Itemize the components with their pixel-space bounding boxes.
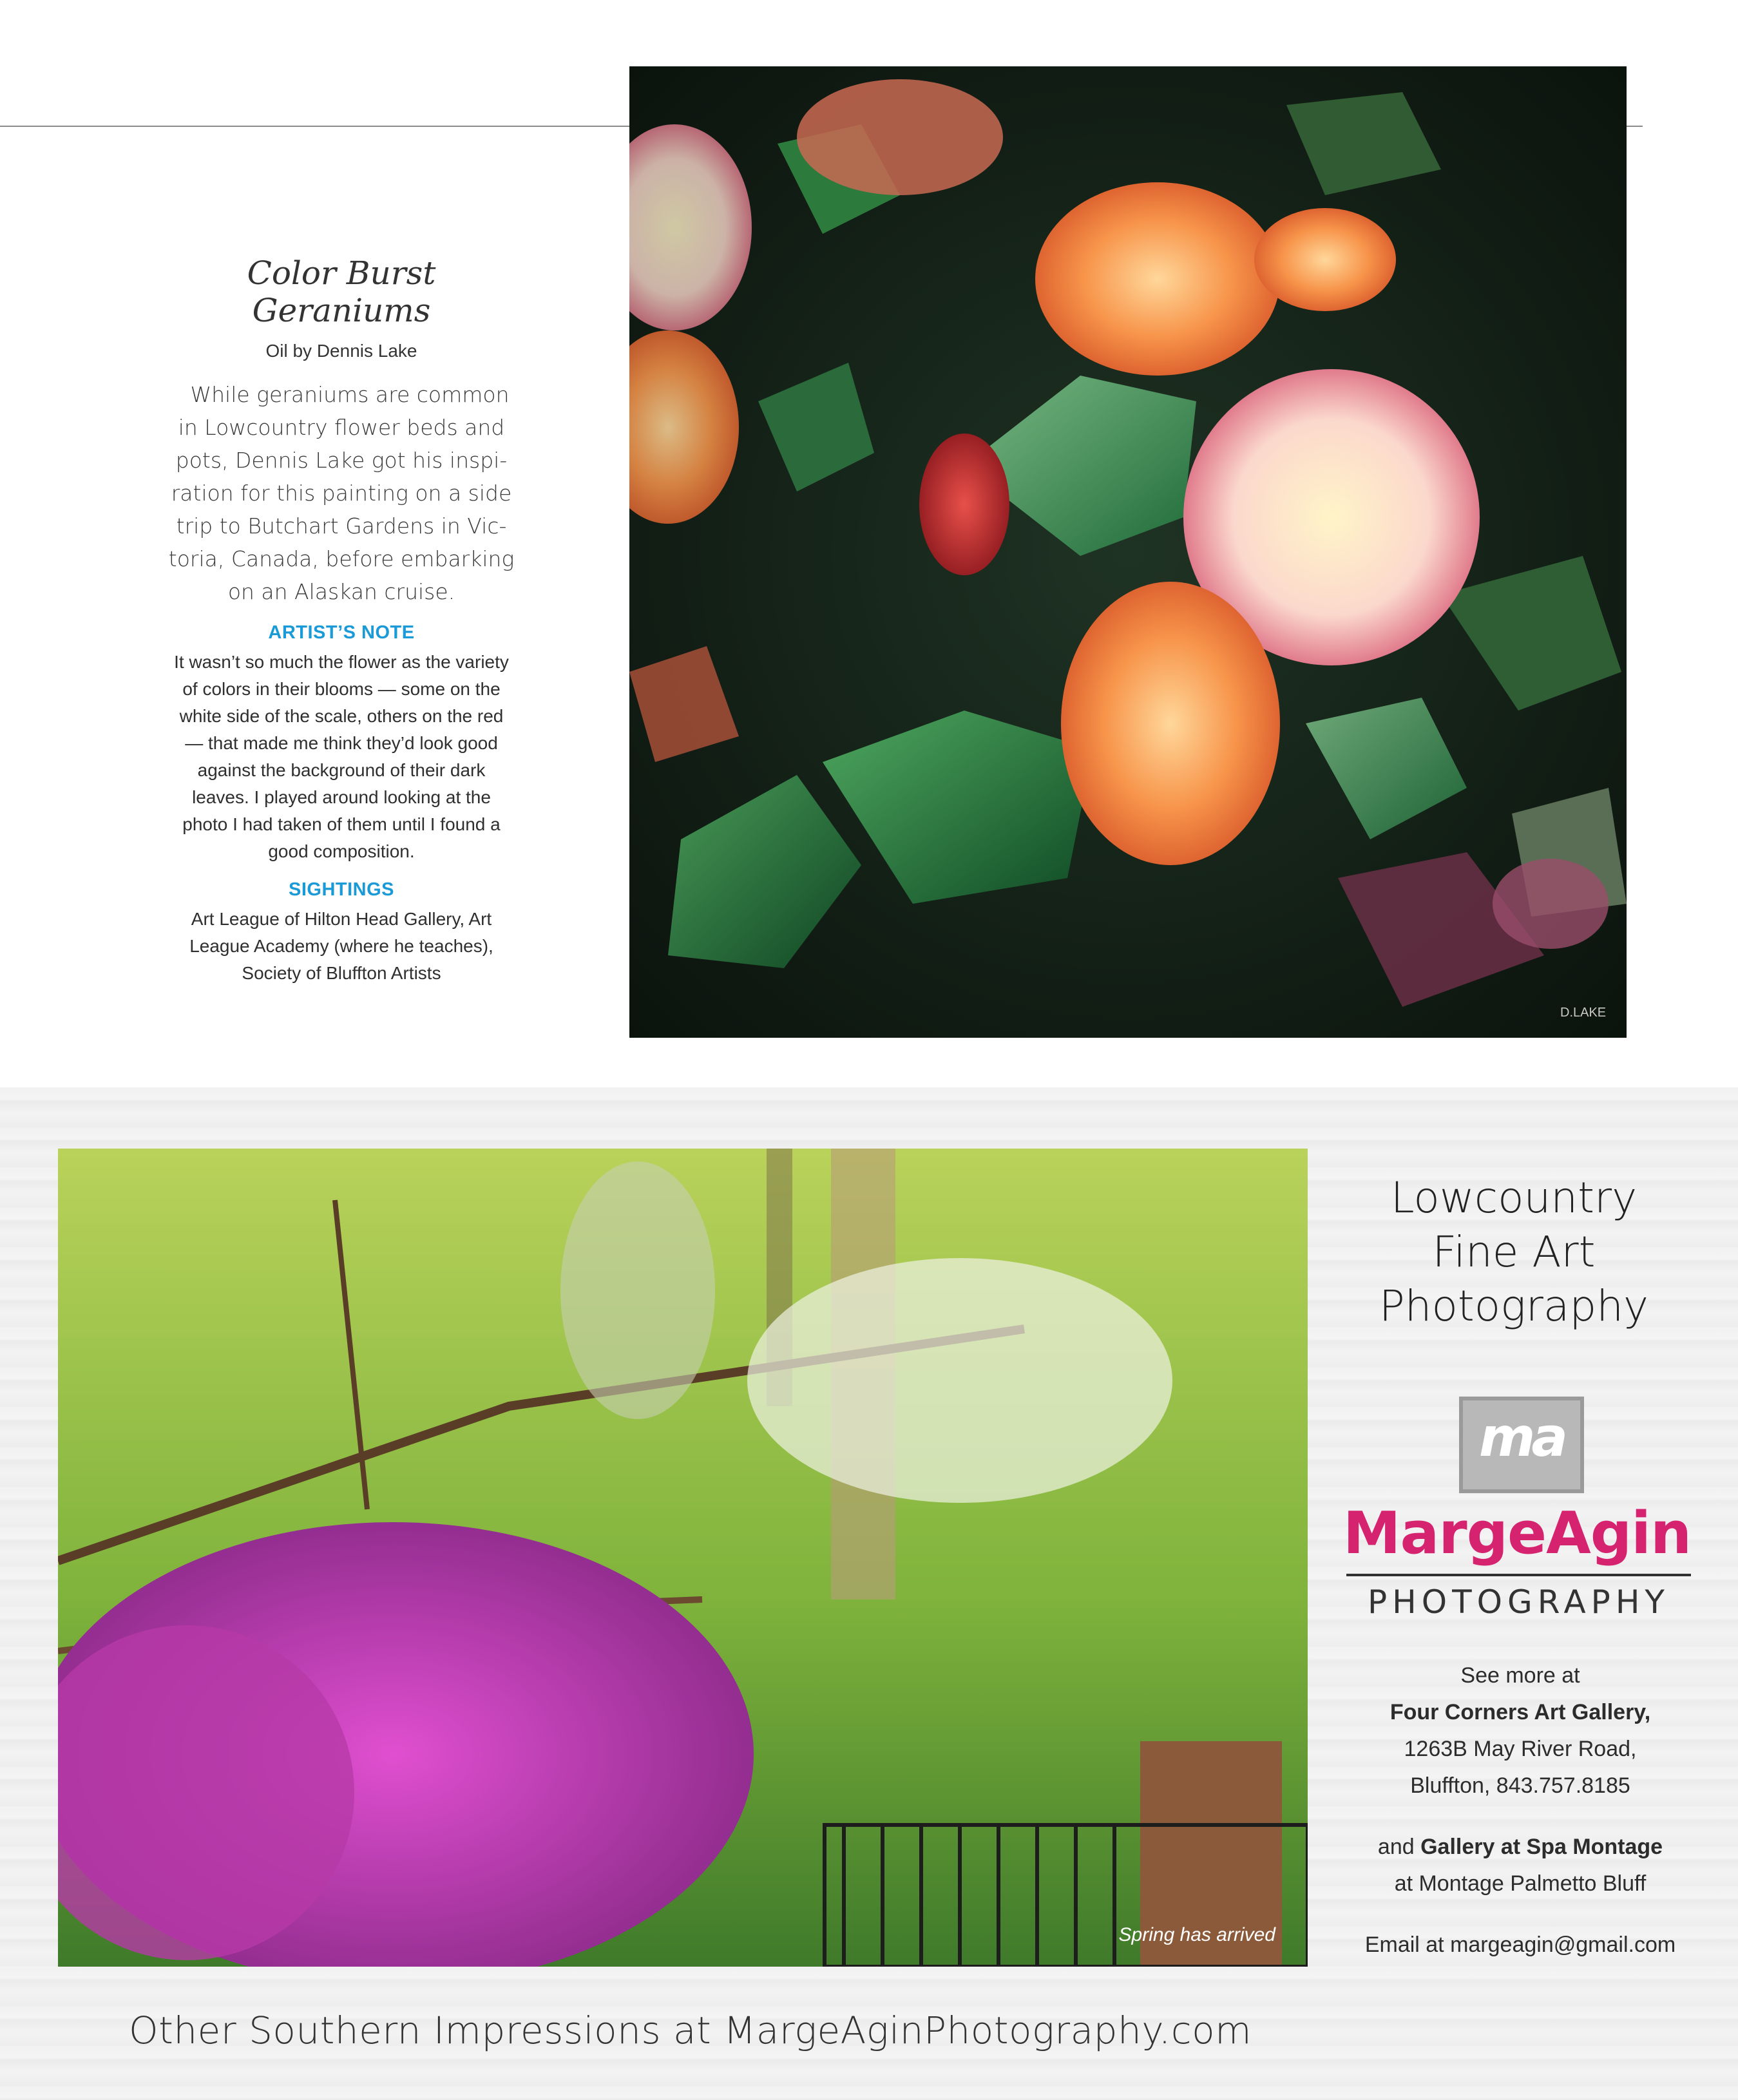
description-line: in Lowcountry flower beds and xyxy=(178,415,505,440)
note-line: It wasn’t so much the flower as the variety xyxy=(174,652,509,672)
gallery-address-1: 1263B May River Road, xyxy=(1404,1737,1637,1761)
description-line: trip to Butchart Gardens in Vic- xyxy=(176,513,507,539)
photo-illustration xyxy=(58,1149,1308,1967)
sightings-line: Art League of Hilton Head Gallery, Art xyxy=(191,909,492,929)
note-line: leaves. I played around looking at the xyxy=(192,787,491,807)
gallery-address-2: Bluffton, 843.757.8185 xyxy=(1410,1773,1630,1798)
contact-info xyxy=(1340,1657,1701,1963)
brand-name: MargeAgin xyxy=(1342,1500,1692,1567)
description-line: toria, Canada, before embarking xyxy=(168,546,515,571)
advertisement xyxy=(0,1087,1738,2100)
brand-divider xyxy=(1346,1574,1691,1576)
ad-heading-line: Lowcountry xyxy=(1390,1173,1638,1223)
note-line: against the background of their dark xyxy=(197,760,486,780)
sightings-text xyxy=(161,906,522,987)
artists-note-heading: ARTIST’S NOTE xyxy=(268,622,415,643)
garden-photo xyxy=(58,1149,1308,1967)
ad-heading-line: Photography xyxy=(1379,1281,1649,1331)
geranium-painting xyxy=(629,66,1627,1038)
article-column xyxy=(161,254,522,987)
note-line: good composition. xyxy=(268,841,415,861)
note-line: photo I had taken of them until I found a xyxy=(182,814,501,834)
note-line: white side of the scale, others on the red xyxy=(179,706,504,726)
note-line: of colors in their blooms — some on the xyxy=(182,679,501,699)
brand-subtitle: PHOTOGRAPHY xyxy=(1368,1583,1670,1621)
artists-note-text xyxy=(161,649,522,865)
ad-heading-line: Fine Art xyxy=(1432,1227,1596,1277)
painting-signature: D.LAKE xyxy=(1560,1006,1607,1020)
brand-logo xyxy=(1459,1397,1584,1493)
see-more-text: See more at xyxy=(1460,1663,1580,1688)
website-line[interactable]: Other Southern Impressions at MargeAginPhotography.com xyxy=(129,2009,1252,2052)
gallery-location-2: at Montage Palmetto Bluff xyxy=(1394,1871,1647,1896)
logo-mark: ma xyxy=(1478,1406,1565,1469)
and-prefix: and xyxy=(1377,1835,1421,1859)
description-line: ration for this painting on a side xyxy=(171,481,512,506)
gallery-name-2: Gallery at Spa Montage xyxy=(1420,1835,1663,1859)
sightings-line: League Academy (where he teaches), xyxy=(189,936,493,956)
artwork-byline: Oil by Dennis Lake xyxy=(265,341,417,361)
note-line: — that made me think they’d look good xyxy=(185,733,498,753)
photo-caption: Spring has arrived xyxy=(1118,1924,1275,1945)
sightings-line: Society of Bluffton Artists xyxy=(242,963,441,983)
gallery-2-line xyxy=(1340,1829,1701,1866)
description-line: While geraniums are common xyxy=(190,382,510,407)
description-line: on an Alaskan cruise. xyxy=(227,579,455,604)
artwork-title: Color Burst Geraniums xyxy=(247,254,436,329)
artwork-description xyxy=(161,378,522,608)
gallery-name-1: Four Corners Art Gallery, xyxy=(1389,1700,1651,1724)
email-text[interactable]: Email at margeagin@gmail.com xyxy=(1364,1933,1676,1957)
painting-illustration xyxy=(629,66,1627,1038)
ad-heading xyxy=(1327,1171,1701,1333)
sightings-heading: SIGHTINGS xyxy=(288,879,394,900)
description-line: pots, Dennis Lake got his inspi- xyxy=(175,448,508,473)
